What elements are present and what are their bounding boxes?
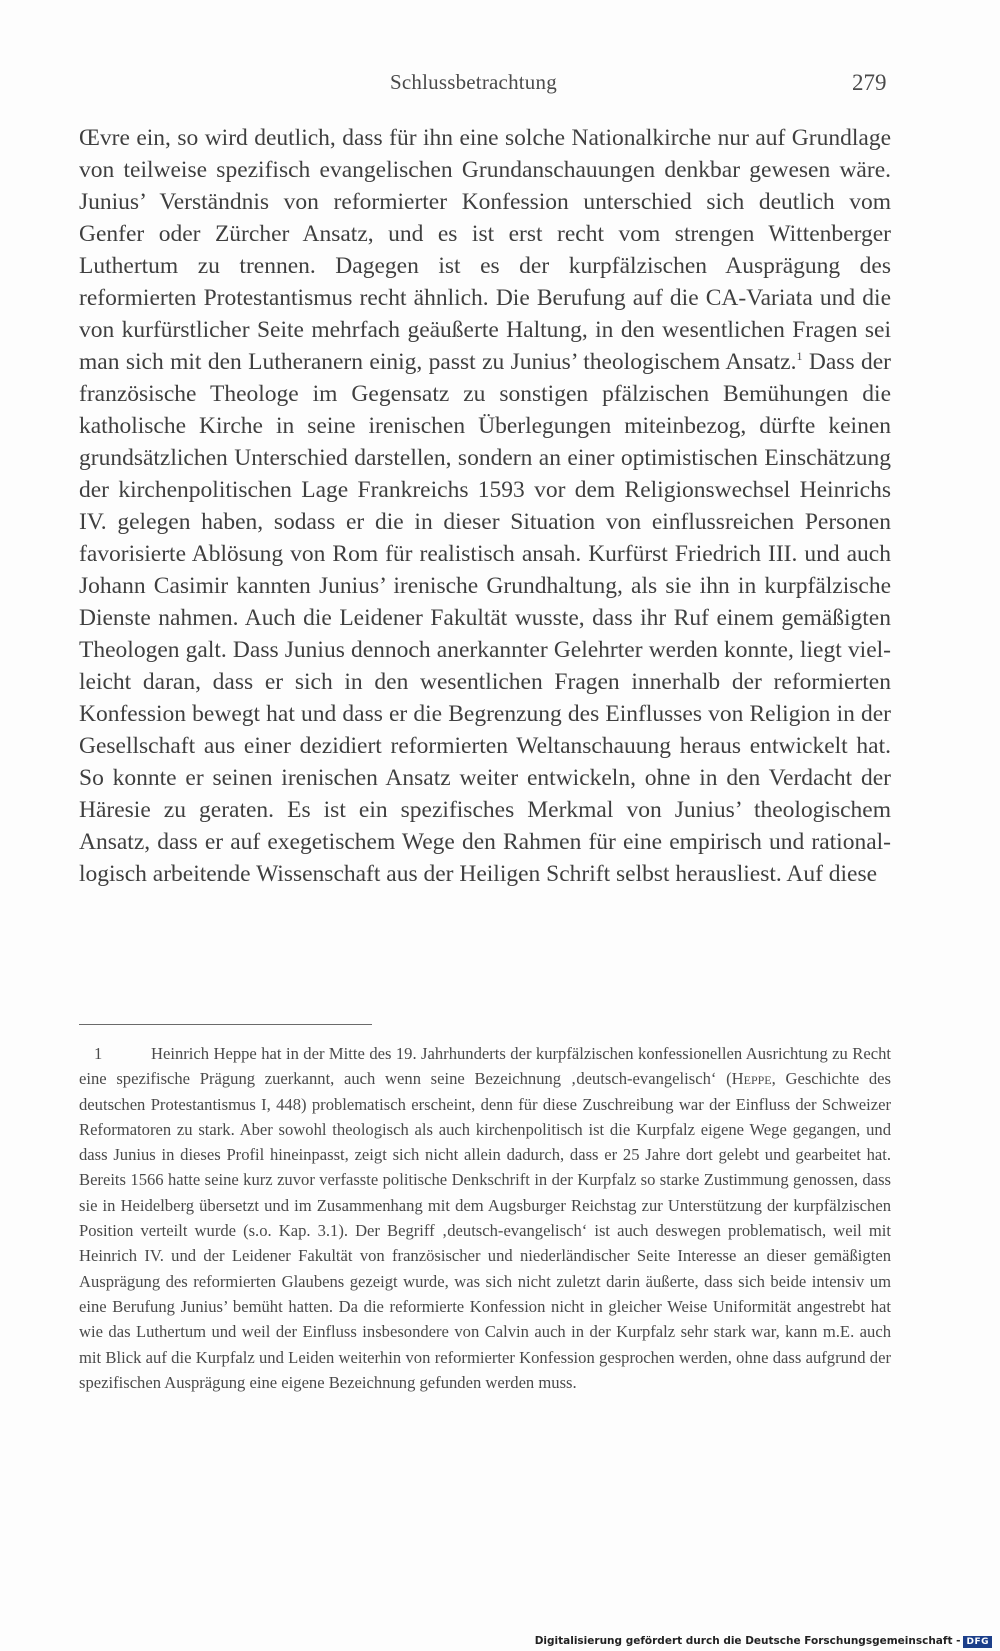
footnote-1 — [79, 1041, 891, 1395]
footnote-number: 1 — [94, 1044, 103, 1063]
page-number: 279 — [852, 70, 887, 95]
footnote-text-part-2: , Geschichte des deutschen Protestantismus I, 448) problematisch erscheint, denn für diese Zuschreibung war der Einfluss der Schweizer Reformatoren zu stark. Aber sowohl theologisch als auch kirchenpolitisch ist die Kurpfalz eigene Wege gegangen, und dass Junius in dieses Profil hineinpasst, zeigt sich nicht allein dadurch, dass er 25 Jahre dort gelebt und gearbeitet hat. Bereits 1566 hatte seine kurz zuvor verfasste politische Denkschrift in der Kurpfalz so starke Zustimmung genossen, dass sie in Heidelberg übersetzt und im Zusammenhang mit dem Augsburger Reichstag zur Unterstützung der kurpfälzischen Position verteilt wurde (s.o. Kap. 3.1). Der Begriff ‚deutsch-evangelisch‘ ist auch deswegen problematisch, weil mit Heinrich IV. und der Leidener Fakultät von französischer und niederländischer Seite Interesse an dieser gemäßigten Ausprägung des reformierten Glaubens gezeigt wurde, was sich nicht zuletzt darin äußerte, dass sich beide intensiv um eine Berufung Junius’ bemüht hatten. Da die reformierte Konfession nicht in gleicher Weise Uniformität angestrebt hat wie das Luthertum und weil der Einfluss insbesondere von Calvin auch in der Kurpfalz sehr stark war, kann m.E. auch mit Blick auf die Kurpfalz und Leiden weiterhin von reformierter Konfession gesprochen werden, ohne dass aufgrund der spezifischen Ausprägung eine eigene Bezeichnung gefunden werden muss. — [79, 1069, 892, 1392]
footnote-text-part-1: Heinrich Heppe hat in der Mitte des 19. Jahrhunderts der kurpfälzischen konfessionellen Ausrichtung zu Recht eine spezifische Prägung zuerkannt, auch wenn seine Bezeichnung ‚deutsch-evangelisch‘ ( — [79, 1044, 891, 1089]
footnote-reference[interactable]: 1 — [796, 349, 803, 364]
footnote-author-name: Heppe — [731, 1069, 772, 1089]
main-paragraph — [79, 122, 891, 890]
running-head: Schlussbetrachtung — [390, 70, 557, 94]
digitization-credit — [535, 1635, 992, 1648]
paragraph-text-part-1: Œvre ein, so wird deutlich, dass für ihn eine solche Nationalkirche nur auf Grundlage von teilweise spezifisch evangelischen Grundanschauungen denkbar gewesen wäre. Junius’ Verständnis von reformierter Konfession unterschied sich deutlich vom Genfer oder Zürcher Ansatz, und es ist erst recht vom strengen Wittenberger Luthertum zu trennen. Dagegen ist es der kurpfälzischen Ausprägung des reformierten Protestantismus recht ähnlich. Die Berufung auf die CA-Variata und die von kurfürstlicher Seite mehrfach geäußerte Haltung, in den wesentlichen Fragen sei man sich mit den Lutheranern einig, passt zu Junius’ theologischem Ansatz. — [79, 125, 891, 375]
dfg-logo: DFG — [963, 1636, 992, 1648]
paragraph-text-part-2: Dass der französische Theologe im Gegensatz zu sonstigen pfälzischen Bemühungen die katholische Kirche in seine irenischen Überlegungen miteinbezog, dürfte keinen grundsätzlichen Unterschied darstellen, sondern an einer optimistischen Einschätzung der kirchenpolitischen Lage Frankreichs 1593 vor dem Religionswechsel Heinrichs IV. gelegen haben, sodass er die in dieser Situation von einflussreichen Personen favorisierte Ablösung von Rom für realistisch ansah. Kurfürst Friedrich III. und auch Johann Casimir kannten Junius’ irenische Grundhaltung, als sie ihn in kurpfälzische Dienste nahmen. Auch die Leidener Fakultät wusste, dass ihr Ruf einem gemäßigten Theologen galt. Dass Junius dennoch anerkannter Gelehrter werden konnte, liegt vielleicht daran, dass er sich in den wesentlichen Fragen innerhalb der reformierten Konfession bewegt hat und dass er die Begrenzung des Einflusses von Religion in der Gesellschaft aus einer dezidiert reformierten Weltanschauung heraus entwickelt hat. So konnte er seinen irenischen Ansatz weiter entwickeln, ohne in den Verdacht der Häresie zu geraten. Es ist ein spezifisches Merkmal von Junius’ theologischem Ansatz, dass er auf exegetischem Wege den Rahmen für eine empirisch und rational-logisch arbeitende Wissenschaft aus der Heiligen Schrift selbst herausliest. Auf diese — [79, 349, 891, 887]
credit-text: Digitalisierung gefördert durch die Deutsche Forschungsgemeinschaft - — [534, 1635, 961, 1647]
footnote-separator — [79, 1024, 372, 1025]
